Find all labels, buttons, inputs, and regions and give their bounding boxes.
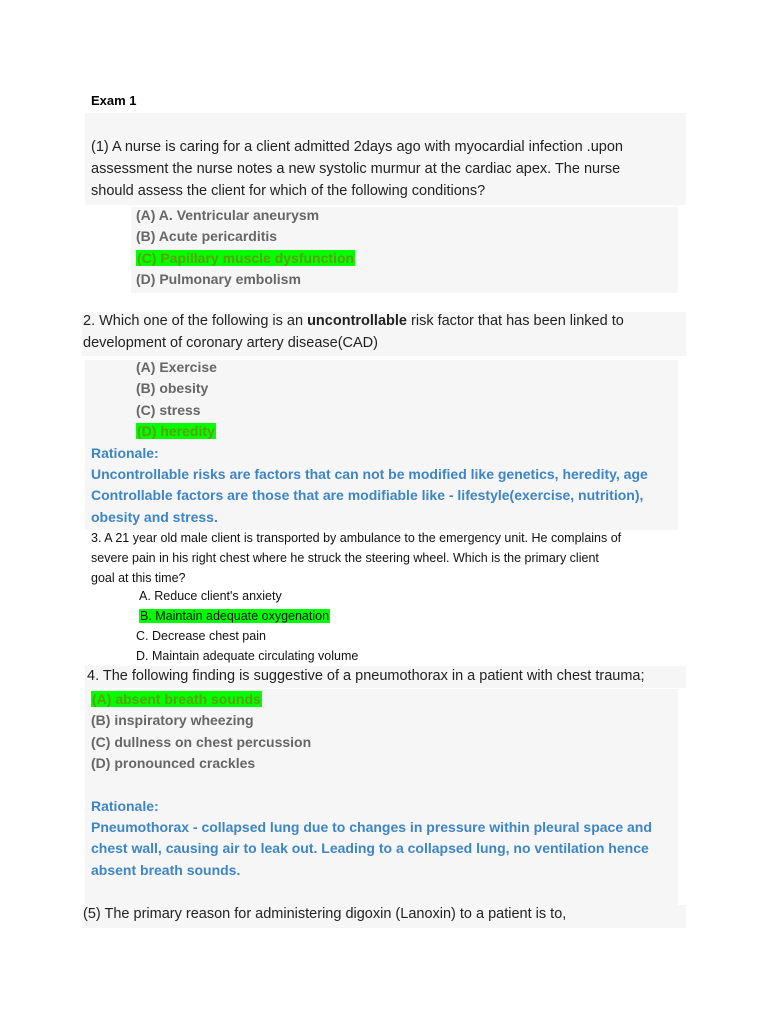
question-4: 4. The following finding is suggestive of a pneumothorax in a patient with chest trauma; bbox=[87, 668, 645, 684]
question-3-option-b-correct: B. Maintain adequate oxygenation bbox=[140, 609, 330, 623]
question-1-line: assessment the nurse notes a new systolic murmur at the cardiac apex. The nurse bbox=[91, 161, 621, 177]
question-2-options bbox=[136, 357, 217, 443]
rationale-line: Controllable factors are those that are modifiable like - lifestyle(exercise, nutrition), bbox=[91, 487, 644, 504]
question-4-options bbox=[91, 689, 311, 775]
question-3 bbox=[91, 528, 691, 588]
rationale-line: absent breath sounds. bbox=[91, 861, 241, 878]
rationale-label: Rationale: bbox=[91, 798, 159, 814]
option-c: (C) stress bbox=[136, 401, 201, 418]
option-b: (B) inspiratory wheezing bbox=[91, 712, 254, 729]
option-d: (D) Pulmonary embolism bbox=[136, 271, 301, 288]
option-a: (A) Exercise bbox=[136, 359, 217, 375]
rationale-label: Rationale: bbox=[91, 445, 159, 461]
option-c-correct: (C) Papillary muscle dysfunction bbox=[137, 249, 355, 266]
option-d: (D) pronounced crackles bbox=[91, 755, 256, 772]
question-1 bbox=[91, 136, 691, 202]
rationale-line: Uncontrollable risks are factors that can not be modified like genetics, heredity, age bbox=[91, 466, 648, 483]
option-a: (A) A. Ventricular aneurysm bbox=[136, 207, 320, 223]
option-b: (B) obesity bbox=[136, 380, 209, 397]
page-title: Exam 1 bbox=[91, 93, 137, 108]
emphasis-uncontrollable: uncontrollable bbox=[307, 313, 407, 329]
question-3-option-a: A. Reduce client's anxiety bbox=[139, 589, 282, 603]
question-1-line: (1) A nurse is caring for a client admitted 2days ago with myocardial infection .upon bbox=[91, 139, 623, 155]
rationale-line: chest wall, causing air to leak out. Leading to a collapsed lung, no ventilation hence bbox=[91, 840, 649, 857]
question-2 bbox=[83, 310, 693, 354]
rationale-line: Pneumothorax - collapsed lung due to changes in pressure within pleural space and bbox=[91, 819, 652, 836]
question-2-line: development of coronary artery disease(CAD) bbox=[83, 335, 378, 351]
option-c: (C) dullness on chest percussion bbox=[91, 733, 312, 750]
option-a-correct: (A) absent breath sounds bbox=[92, 691, 261, 707]
rationale-line: obesity and stress. bbox=[91, 508, 218, 525]
option-b: (B) Acute pericarditis bbox=[136, 228, 278, 245]
question-2-rationale bbox=[91, 443, 691, 528]
question-3-option-c: C. Decrease chest pain bbox=[136, 629, 266, 643]
question-3-line: goal at this time? bbox=[91, 571, 186, 585]
question-2-line: 2. Which one of the following is an uncontrollable risk factor that has been linked to bbox=[83, 313, 624, 329]
question-3-line: severe pain in his right chest where he struck the steering wheel. Which is the primary client bbox=[91, 551, 599, 565]
question-3-line: 3. A 21 year old male client is transported by ambulance to the emergency unit. He complains of bbox=[91, 531, 622, 545]
question-4-rationale bbox=[91, 796, 691, 881]
question-1-line: should assess the client for which of the following conditions? bbox=[91, 183, 486, 199]
question-3-option-d: D. Maintain adequate circulating volume bbox=[136, 649, 359, 663]
question-1-options bbox=[136, 205, 355, 291]
question-5: (5) The primary reason for administering digoxin (Lanoxin) to a patient is to, bbox=[83, 906, 567, 922]
option-d-correct: (D) heredity bbox=[137, 423, 215, 440]
